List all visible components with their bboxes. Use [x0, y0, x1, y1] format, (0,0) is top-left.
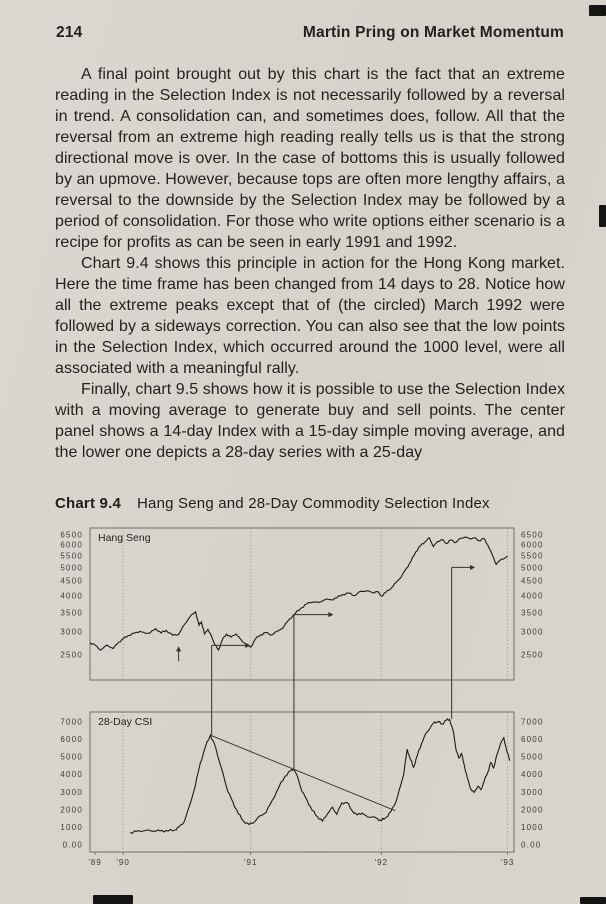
y-tick-label: 0.00 [521, 840, 542, 850]
x-tick-label: '93 [500, 858, 515, 867]
arrow-up-icon [176, 646, 181, 651]
y-tick-label: 5000 [521, 563, 544, 573]
y-tick-label: 5000 [60, 563, 83, 573]
y-tick-label: 6500 [60, 530, 83, 540]
scan-artifact [580, 897, 606, 904]
y-tick-label: 6000 [521, 540, 544, 550]
chart-canvas [0, 520, 606, 894]
y-tick-label: 3000 [521, 787, 544, 797]
y-tick-label: 6000 [521, 735, 544, 745]
x-tick-label: '89 [88, 858, 102, 867]
y-tick-label: 7000 [60, 717, 83, 727]
y-tick-label: 3000 [521, 627, 544, 637]
panel-title: 28-Day CSI [98, 716, 153, 728]
y-tick-label: 5000 [521, 752, 544, 762]
y-tick-label: 4500 [521, 576, 544, 586]
page-number: 214 [56, 24, 83, 41]
y-tick-label: 4000 [60, 591, 83, 601]
y-tick-label: 1000 [60, 822, 83, 832]
y-tick-label: 6000 [60, 735, 83, 745]
y-tick-label: 2500 [521, 650, 544, 660]
paragraph: Finally, chart 9.5 shows how it is possible to use the Selection Index with a moving average to generate buy and sell points. The center panel shows a 14-day Index with a 15-day simple moving average, and the lower one depicts a 28-day series with a 25-day [55, 381, 565, 461]
y-tick-label: 3000 [60, 787, 83, 797]
scan-artifact [93, 895, 133, 904]
y-tick-label: 4500 [60, 576, 83, 586]
y-tick-label: 4000 [521, 770, 544, 780]
scan-artifact [599, 205, 606, 227]
page-header [56, 24, 564, 42]
series-line [130, 719, 510, 833]
y-tick-label: 0.00 [62, 840, 83, 850]
y-tick-label: 5500 [521, 551, 544, 561]
chart-figure [0, 520, 606, 894]
paragraph: Chart 9.4 shows this principle in action for the Hong Kong market. Here the time frame has been changed from 14 days to 28. Notice how all the extreme peaks except that of (the circled) March 1992 were followed by a sideways correction. You can also see that the low points in the Selection Index, which occurred around the 1000 level, were all associated with a meaningful rally. [55, 255, 565, 377]
body-text [55, 64, 565, 463]
y-tick-label: 6500 [521, 530, 544, 540]
trendline [210, 735, 395, 811]
panel-title: Hang Seng [98, 532, 151, 544]
y-tick-label: 4000 [521, 591, 544, 601]
y-tick-label: 3500 [60, 608, 83, 618]
y-tick-label: 2500 [60, 650, 83, 660]
running-title: Martin Pring on Market Momentum [302, 24, 564, 41]
x-tick-label: '91 [243, 858, 258, 867]
y-tick-label: 7000 [521, 717, 544, 727]
y-tick-label: 2000 [60, 805, 83, 815]
y-tick-label: 4000 [60, 770, 83, 780]
y-tick-label: 3000 [60, 627, 83, 637]
y-tick-label: 1000 [521, 822, 544, 832]
y-tick-label: 5000 [60, 752, 83, 762]
x-tick-label: '92 [374, 858, 389, 867]
y-tick-label: 5500 [60, 551, 83, 561]
panel-border [90, 528, 514, 680]
series-line [90, 537, 508, 650]
arrow-right-icon [470, 565, 475, 570]
x-tick-label: '90 [116, 858, 130, 867]
chart-caption-label: Chart 9.4 [55, 495, 121, 512]
scan-artifact [589, 5, 606, 16]
chart-caption [55, 495, 565, 512]
arrow-right-icon [328, 612, 333, 617]
y-tick-label: 6000 [60, 540, 83, 550]
arrow-right-icon [245, 643, 250, 648]
y-tick-label: 2000 [521, 805, 544, 815]
paragraph: A final point brought out by this chart is the fact that an extreme reading in the Selection Index is not necessarily followed by a reversal in trend. A consolidation can, and sometimes does, follow. All that the reversal from an extreme high reading really tells us is that the strong directional move is over. In the case of bottoms this is usually followed by an upmove. However, because tops are often more lengthy affairs, a reversal to the downside by the Selection Index may be followed by a period of consolidation. For those who write options either scenario is a recipe for profits as can be seen in early 1991 and 1992. [55, 66, 565, 251]
chart-caption-title: Hang Seng and 28-Day Commodity Selection Index [137, 495, 490, 512]
y-tick-label: 3500 [521, 608, 544, 618]
